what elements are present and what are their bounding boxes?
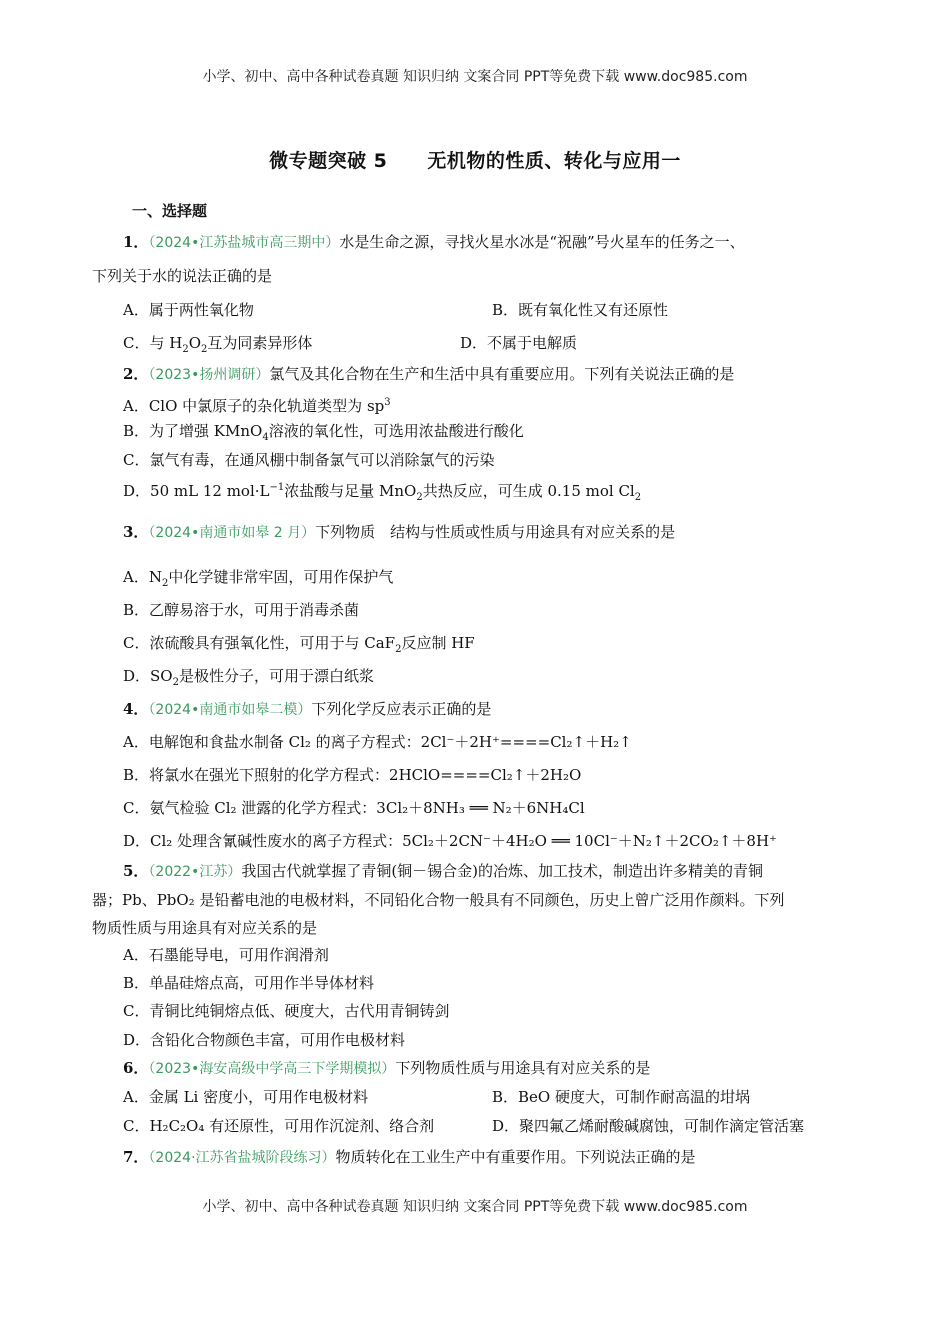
question-5-option-c: C．青铜比纯铜熔点低、硬度大，古代用青铜铸剑 bbox=[123, 1002, 450, 1020]
question-6-option-d: D．聚四氟乙烯耐酸碱腐蚀，可制作滴定管活塞 bbox=[492, 1117, 805, 1135]
question-1-option-b: B．既有氧化性又有还原性 bbox=[492, 301, 669, 319]
section-heading: 一、选择题 bbox=[132, 202, 208, 220]
question-4-option-c: C．氨气检验 Cl₂ 泄露的化学方程式：3Cl₂＋8NH₃ ══ N₂＋6NH₄Cl bbox=[123, 799, 585, 817]
question-3-option-a: A．$N_2$中化学键非常牢固，可用作保护气 bbox=[123, 568, 394, 589]
question-5-stem-cont2: 物质性质与用途具有对应关系的是 bbox=[92, 919, 318, 937]
question-3-option-b: B．乙醇易溶于水，可用于消毒杀菌 bbox=[123, 601, 360, 619]
question-5-option-b: B．单晶硅熔点高，可用作半导体材料 bbox=[123, 974, 375, 992]
title-part1: 微专题突破 5 bbox=[269, 150, 388, 172]
question-3-option-d: D．$SO_2$是极性分子，可用于漂白纸浆 bbox=[123, 667, 374, 688]
question-6-option-a: A．金属 Li 密度小，可用作电极材料 bbox=[123, 1088, 369, 1106]
question-6-option-c: C．H₂C₂O₄ 有还原性，可用作沉淀剂、络合剂 bbox=[123, 1117, 435, 1135]
question-2-option-a: A．ClO 中氯原子的杂化轨道类型为 $sp^3$ bbox=[123, 397, 391, 415]
question-1-option-d: D．不属于电解质 bbox=[460, 334, 578, 352]
title-part2: 无机物的性质、转化与应用一 bbox=[427, 150, 681, 172]
question-5-option-a: A．石墨能导电，可用作润滑剂 bbox=[123, 946, 329, 964]
question-2-option-b: B．为了增强 KMnO$_4$溶液的氧化性，可选用浓盐酸进行酸化 bbox=[123, 422, 524, 443]
question-2-option-c: C．氯气有毒，在通风棚中制备氯气可以消除氯气的污染 bbox=[123, 451, 495, 469]
question-7-stem: 7．（2024·江苏省盐城阶段练习）物质转化在工业生产中有重要作用。下列说法正确的是 bbox=[123, 1148, 696, 1166]
question-1-stem: 1．（2024•江苏盐城市高三期中）水是生命之源，寻找火星水冰是“祝融”号火星车的任务之一、 bbox=[123, 233, 745, 251]
question-5-option-d: D．含铅化合物颜色丰富，可用作电极材料 bbox=[123, 1031, 406, 1049]
page-title bbox=[0, 146, 950, 173]
question-3-stem: 3．（2024•南通市如皋 2 月）下列物质 结构与性质或性质与用途具有对应关系的是 bbox=[123, 523, 676, 541]
question-2-stem: 2．（2023•扬州调研）氯气及其化合物在生产和生活中具有重要应用。下列有关说法正确的是 bbox=[123, 365, 735, 383]
page-header: 小学、初中、高中各种试卷真题 知识归纳 文案合同 PPT等免费下载 www.doc985.com bbox=[202, 69, 748, 85]
question-3-option-c: C．浓硫酸具有强氧化性，可用于与 CaF$_2$反应制 HF bbox=[123, 634, 475, 655]
question-1-option-a: A．属于两性氧化物 bbox=[123, 301, 254, 319]
question-4-option-b: B．将氯水在强光下照射的化学方程式：2HClO====Cl₂↑＋2H₂O bbox=[123, 766, 582, 784]
question-6-option-b: B．BeO 硬度大，可制作耐高温的坩埚 bbox=[492, 1088, 750, 1106]
question-1-stem-cont: 下列关于水的说法正确的是 bbox=[92, 267, 273, 285]
question-4-option-a: A．电解饱和食盐水制备 Cl₂ 的离子方程式：2Cl⁻＋2H⁺====Cl₂↑＋H₂↑ bbox=[123, 733, 632, 751]
question-4-option-d: D．Cl₂ 处理含氰碱性废水的离子方程式：5Cl₂＋2CN⁻＋4H₂O ══ 10Cl⁻＋N₂↑＋2CO₂↑＋8H⁺ bbox=[123, 832, 777, 850]
question-6-stem: 6．（2023•海安高级中学高三下学期模拟）下列物质性质与用途具有对应关系的是 bbox=[123, 1059, 651, 1077]
question-2-option-d: D．50 mL 12 $mol\cdot L^{-1}$浓盐酸与足量 MnO$_2$共热反应，可生成 0.15 mol $Cl_2$ bbox=[123, 482, 642, 503]
page-footer: 小学、初中、高中各种试卷真题 知识归纳 文案合同 PPT等免费下载 www.doc985.com bbox=[202, 1199, 748, 1215]
question-5-stem-cont: 器；Pb、PbO₂ 是铅蓄电池的电极材料，不同铅化合物一般具有不同颜色，历史上曾广泛用作颜料。下列 bbox=[92, 891, 785, 909]
question-1-option-c: C．与 $H_2O_2$互为同素异形体 bbox=[123, 334, 313, 355]
question-4-stem: 4．（2024•南通市如皋二模）下列化学反应表示正确的是 bbox=[123, 700, 492, 718]
question-5-stem: 5．（2022•江苏）我国古代就掌握了青铜(铜－锡合金)的冶炼、加工技术，制造出许多精美的青铜 bbox=[123, 862, 764, 880]
